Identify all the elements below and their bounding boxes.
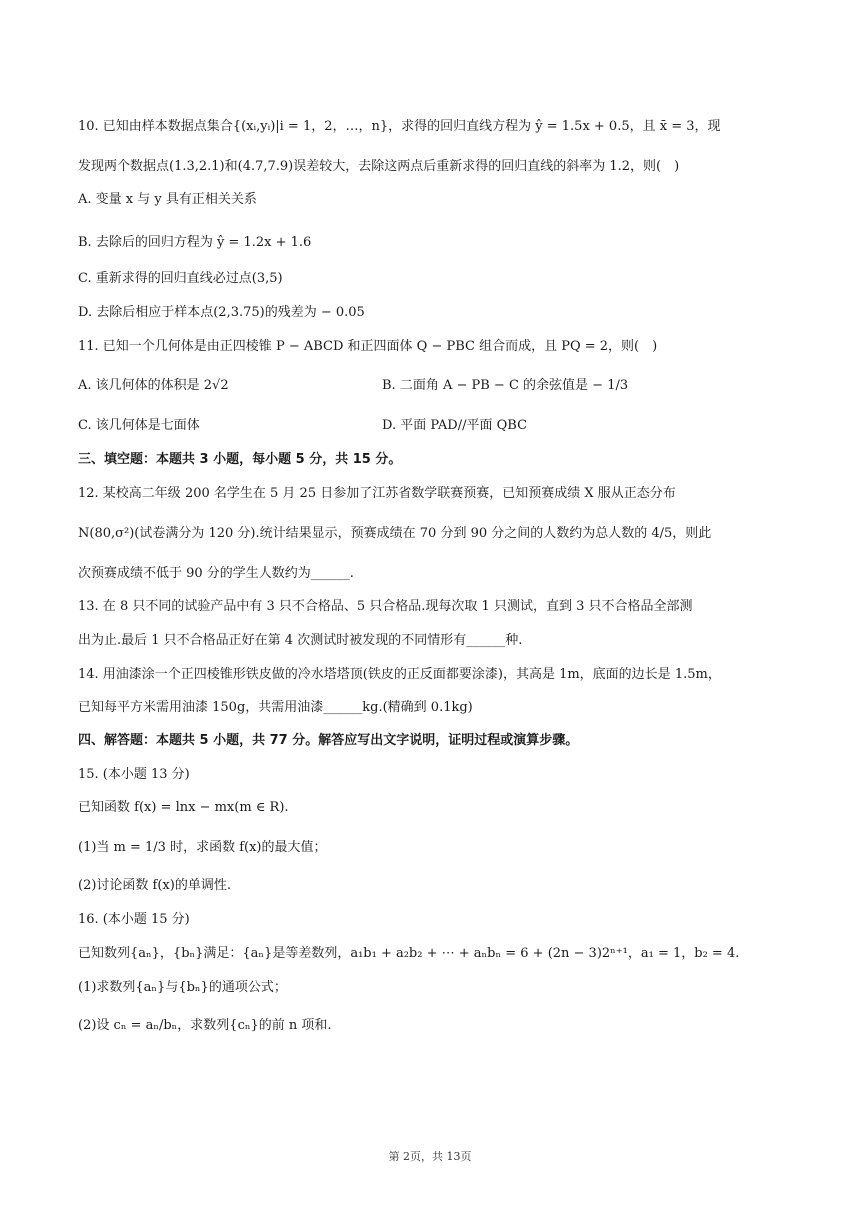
- question-13-line-1: 13. 在 8 只不同的试验产品中有 3 只不合格品、5 只合格品.现每次取 1 只测试，直到 3 只不合格品全部测: [78, 599, 693, 614]
- question-10-option-a: A. 变量 x 与 y 具有正相关关系: [78, 192, 257, 207]
- question-12-line-3: 次预赛成绩不低于 90 分的学生人数约为______.: [78, 566, 354, 581]
- question-15-part-1: (1)当 m = 1/3 时，求函数 f(x)的最大值；: [78, 840, 327, 855]
- question-10-stem-line-1: 10. 已知由样本数据点集合{(xᵢ,yᵢ)|i = 1，2，…，n}，求得的回归直线方程为 ŷ = 1.5x + 0.5，且 x̄ = 3，现: [78, 119, 721, 134]
- question-11-option-c: C. 该几何体是七面体: [78, 418, 200, 433]
- question-11-stem: 11. 已知一个几何体是由正四棱锥 P − ABCD 和正四面体 Q − PBC 组合而成，且 PQ = 2，则( ): [78, 339, 658, 354]
- question-11-option-b: B. 二面角 A − PB − C 的余弦值是 − 1/3: [382, 378, 629, 393]
- question-16-heading: 16. (本小题 15 分): [78, 912, 190, 927]
- section-4-heading: 四、解答题：本题共 5 小题，共 77 分。解答应写出文字说明，证明过程或演算步骤。: [78, 733, 579, 748]
- question-16-part-1: (1)求数列{aₙ}与{bₙ}的通项公式；: [78, 980, 287, 995]
- question-12-line-2: N(80,σ²)(试卷满分为 120 分).统计结果显示，预赛成绩在 70 分到 90 分之间的人数约为总人数的 4/5，则此: [78, 526, 712, 541]
- question-10-option-d: D. 去除后相应于样本点(2,3.75)的残差为 − 0.05: [78, 305, 365, 320]
- section-3-heading: 三、填空题：本题共 3 小题，每小题 5 分，共 15 分。: [78, 452, 402, 467]
- question-15-heading: 15. (本小题 13 分): [78, 767, 190, 782]
- page-footer: 第 2页，共 13页: [388, 1150, 472, 1163]
- question-11-option-d: D. 平面 PAD//平面 QBC: [382, 418, 528, 433]
- question-14-line-2: 已知每平方米需用油漆 150g，共需用油漆______kg.(精确到 0.1kg): [78, 700, 473, 715]
- question-11-option-a: A. 该几何体的体积是 2√2: [78, 378, 229, 393]
- question-15-part-2: (2)讨论函数 f(x)的单调性.: [78, 878, 231, 893]
- question-13-line-2: 出为止.最后 1 只不合格品正好在第 4 次测试时被发现的不同情形有______种.: [78, 633, 523, 648]
- question-10-stem-line-2: 发现两个数据点(1.3,2.1)和(4.7,7.9)误差较大，去除这两点后重新求得的回归直线的斜率为 1.2，则( ): [78, 159, 680, 174]
- question-14-line-1: 14. 用油漆涂一个正四棱锥形铁皮做的冷水塔塔顶(铁皮的正反面都要涂漆)，其高是 1m，底面的边长是 1.5m，: [78, 667, 721, 682]
- question-12-line-1: 12. 某校高二年级 200 名学生在 5 月 25 日参加了江苏省数学联赛预赛，已知预赛成绩 X 服从正态分布: [78, 486, 676, 501]
- question-10-option-c: C. 重新求得的回归直线必过点(3,5): [78, 271, 283, 286]
- question-15-stem: 已知函数 f(x) = lnx − mx(m ∈ R).: [78, 800, 289, 815]
- question-16-part-2: (2)设 cₙ = aₙ/bₙ，求数列{cₙ}的前 n 项和.: [78, 1018, 332, 1033]
- question-16-stem: 已知数列{aₙ}，{bₙ}满足：{aₙ}是等差数列，a₁b₁ + a₂b₂ + ⋯ + aₙbₙ = 6 + (2n − 3)2ⁿ⁺¹，a₁ = 1，b₂ = 4.: [78, 946, 740, 961]
- question-10-option-b: B. 去除后的回归方程为 ŷ = 1.2x + 1.6: [78, 235, 312, 250]
